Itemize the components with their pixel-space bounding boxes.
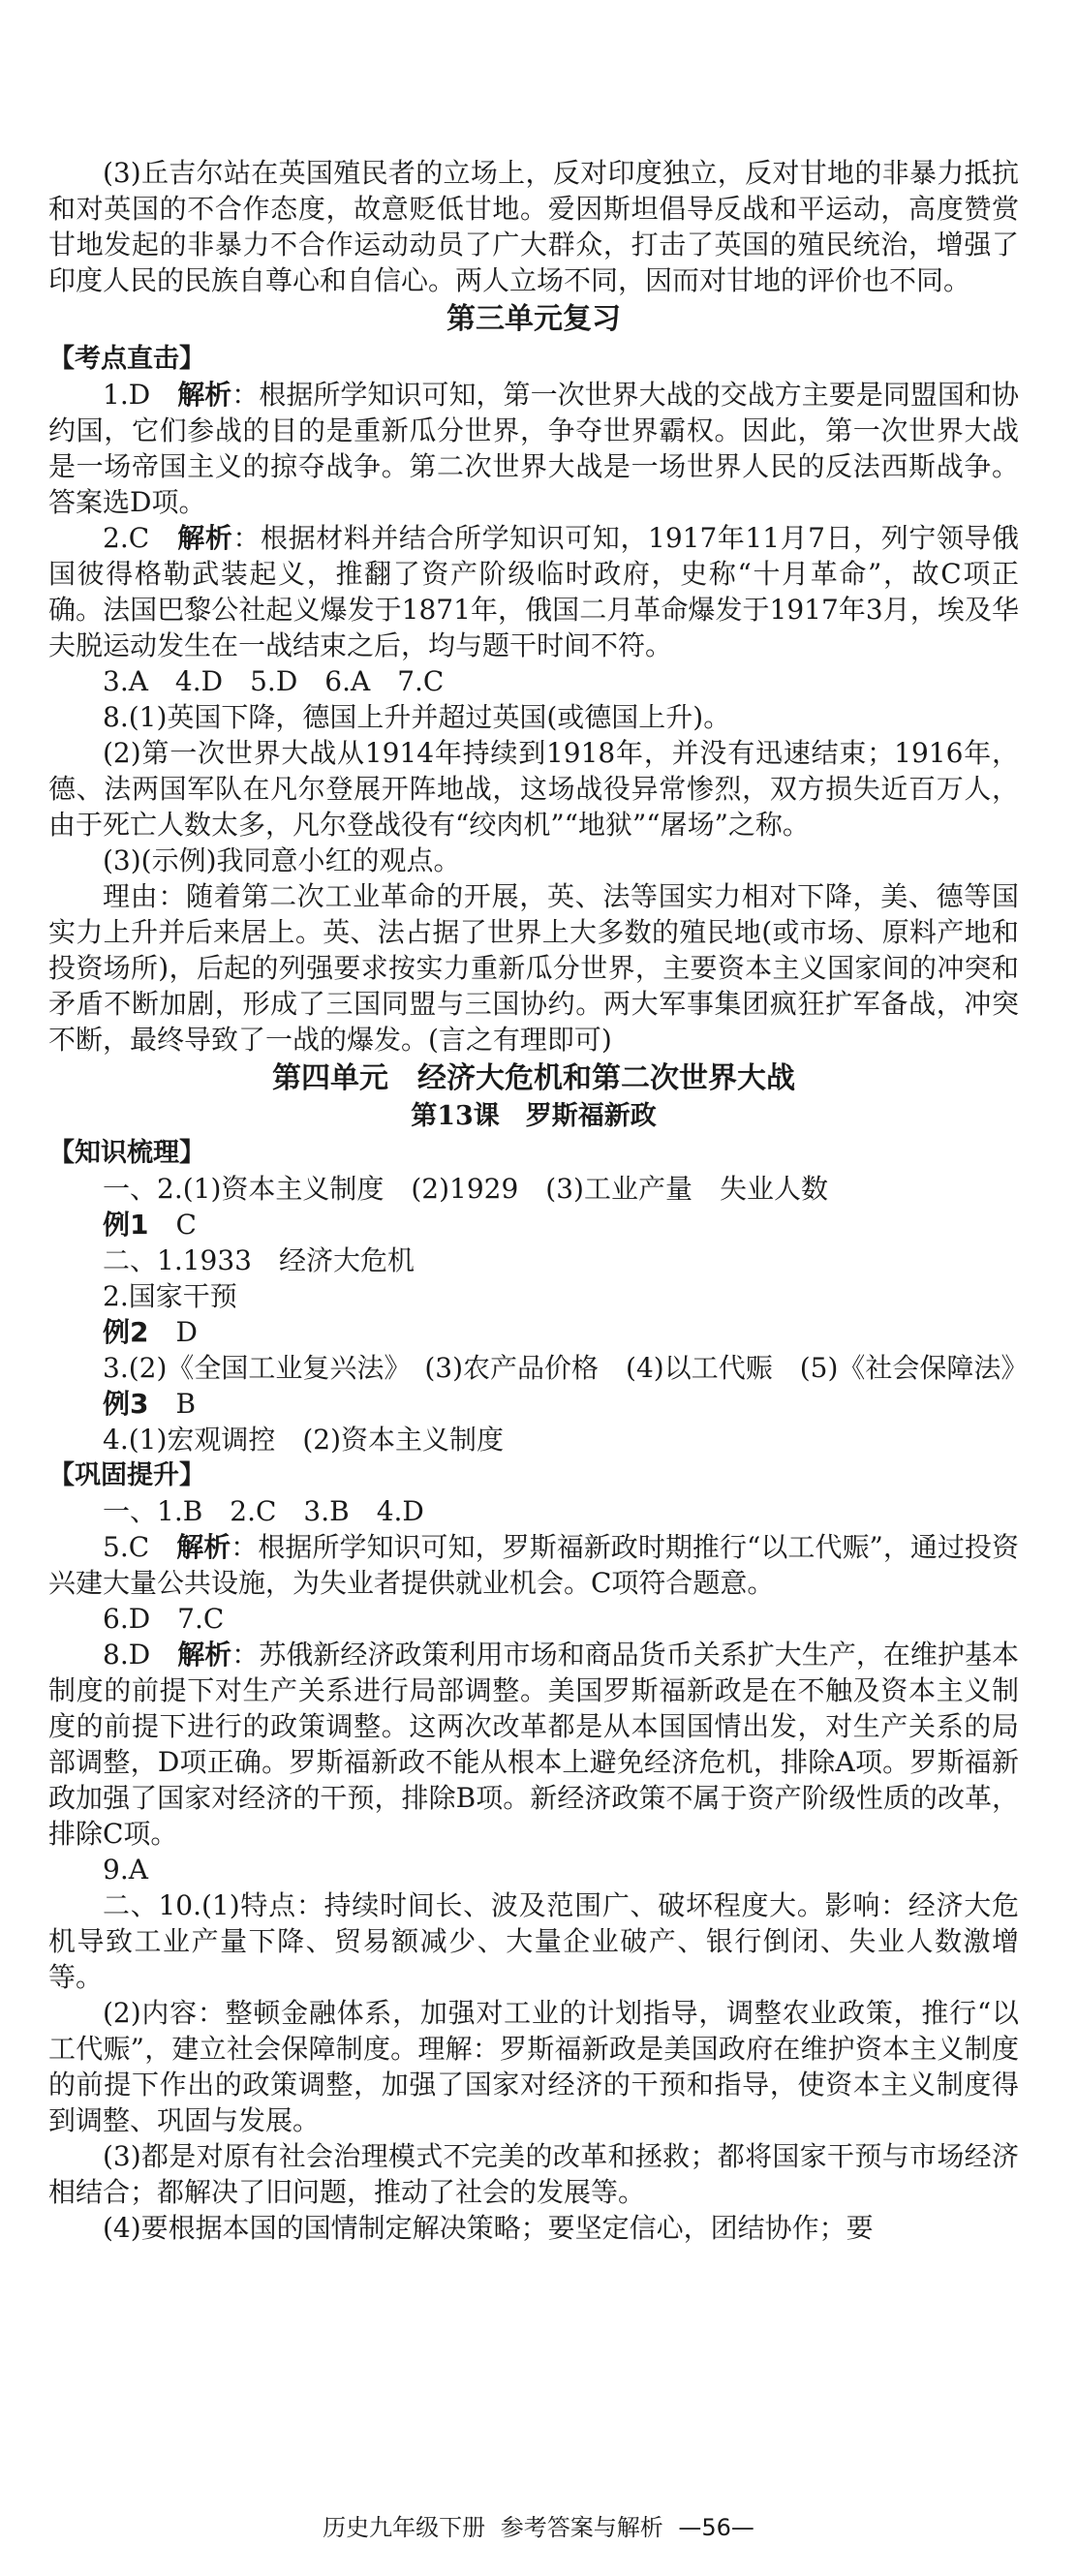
answer-number: 1.D	[103, 379, 151, 411]
analysis-label: 解析	[177, 379, 232, 411]
analysis-label: 解析	[176, 1531, 231, 1563]
answer-item: 理由：随着第二次工业革命的开展，英、法等国实力相对下降，美、德等国实力上升并后来居上。英、法占据了世界上大多数的殖民地(或市场、原料产地和投资场所)，后起的列强要求按实力重新瓜分世界，主要资本主义国家间的冲突和矛盾不断加剧，形成了三国同盟与三国协约。两大军事集团疯狂扩军备战，冲突不断，最终导致了一战的爆发。(言之有理即可)	[48, 880, 1019, 1056]
answer-item: 二、10.(1)特点：持续时间长、波及范围广、破坏程度大。影响：经济大危机导致工业产量下降、贸易额减少、大量企业破产、银行倒闭、失业人数激增等。	[48, 1889, 1019, 1993]
answer-item: (3)(示例)我同意小红的观点。	[103, 844, 461, 876]
answer-item	[48, 1529, 1019, 1601]
page-number: —56—	[678, 2514, 754, 2541]
analysis-text: ：苏俄新经济政策利用市场和商品货币关系扩大生产，在维护基本制度的前提下对生产关系进行局部调整。美国罗斯福新政是在不触及资本主义制度的前提下进行的政策调整。这两次改革都是从本国国情出发，对生产关系的局部调整，D项正确。罗斯福新政不能从根本上避免经济危机，排除A项。罗斯福新政加强了国家对经济的干预，排除B项。新经济政策不属于资产阶级性质的改革，排除C项。	[48, 1639, 1019, 1850]
answer-number: 5.C	[103, 1531, 150, 1563]
answer-item: (4)要根据本国的国情制定解决策略；要坚定信心，团结协作；要	[103, 2212, 874, 2244]
answer-list: 6.D 7.C	[103, 1603, 225, 1635]
section-heading: 【巩固提升】	[48, 1460, 205, 1490]
analysis-label: 解析	[177, 1639, 232, 1671]
answer-item: (2)内容：整顿金融体系，加强对工业的计划指导，调整农业政策，推行“以工代赈”，建立社会保障制度。理解：罗斯福新政是美国政府在维护资本主义制度的前提下作出的政策调整，加强了国家对经济的干预和指导，使资本主义制度得到调整、巩固与发展。	[48, 1997, 1019, 2136]
knowledge-item: 一、2.(1)资本主义制度 (2)1929 (3)工业产量 失业人数	[103, 1173, 828, 1205]
answer-item: (2)第一次世界大战从1914年持续到1918年，并没有迅速结束；1916年，德、法两国军队在凡尔登展开阵地战，这场战役异常惨烈，双方损失近百万人，由于死亡人数太多，凡尔登战役有“绞肉机”“地狱”“屠场”之称。	[48, 737, 1019, 841]
answer-item	[48, 1637, 1019, 1852]
knowledge-item: 二、1.1933 经济大危机	[103, 1244, 415, 1276]
answer-number: 8.D	[103, 1639, 151, 1671]
example-answer: B	[175, 1388, 197, 1420]
page-footer	[0, 2510, 1077, 2546]
example-label: 例1	[103, 1209, 149, 1241]
example-label: 例3	[103, 1388, 149, 1420]
unit-title: 第四单元 经济大危机和第二次世界大战	[272, 1061, 795, 1095]
answer-number: 2.C	[103, 522, 150, 554]
answer-item	[48, 520, 1019, 663]
example-answer: C	[175, 1209, 197, 1241]
example-item	[48, 1314, 1019, 1350]
example-answer: D	[175, 1316, 198, 1348]
paragraph: (3)丘吉尔站在英国殖民者的立场上，反对印度独立，反对甘地的非暴力抵抗和对英国的不合作态度，故意贬低甘地。爱因斯坦倡导反战和平运动，高度赞赏甘地发起的非暴力不合作运动动员了广大群众，打击了英国的殖民统治，增强了印度人民的民族自尊心和自信心。两人立场不同，因而对甘地的评价也不同。	[48, 157, 1019, 296]
answer-item	[48, 377, 1019, 520]
book-title: 历史九年级下册	[323, 2514, 486, 2541]
knowledge-item: 3.(2)《全国工业复兴法》 (3)农产品价格 (4)以工代赈 (5)《社会保障法》	[103, 1352, 1029, 1384]
unit-title: 第三单元复习	[446, 302, 621, 336]
answer-list: 9.A	[103, 1854, 148, 1886]
example-item	[48, 1207, 1019, 1242]
analysis-text: ：根据材料并结合所学知识可知，1917年11月7日，列宁领导俄国彼得格勒武装起义，推翻了资产阶级临时政府，史称“十月革命”，故C项正确。法国巴黎公社起义爆发于1871年，俄国二月革命爆发于1917年3月，埃及华夫脱运动发生在一战结束之后，均与题干时间不符。	[48, 522, 1019, 661]
analysis-label: 解析	[177, 522, 233, 554]
example-label: 例2	[103, 1316, 149, 1348]
answer-list: 3.A 4.D 5.D 6.A 7.C	[103, 665, 445, 697]
analysis-text: ：根据所学知识可知，第一次世界大战的交战方主要是同盟国和协约国，它们参战的目的是重新瓜分世界，争夺世界霸权。因此，第一次世界大战是一场帝国主义的掠夺战争。第二次世界大战是一场世界人民的反法西斯战争。答案选D项。	[48, 379, 1019, 518]
answer-list: 一、1.B 2.C 3.B 4.D	[103, 1495, 424, 1527]
lesson-title: 第13课 罗斯福新政	[411, 1101, 657, 1131]
knowledge-item: 2.国家干预	[103, 1280, 237, 1312]
knowledge-item: 4.(1)宏观调控 (2)资本主义制度	[103, 1424, 505, 1456]
analysis-text: ：根据所学知识可知，罗斯福新政时期推行“以工代赈”，通过投资兴建大量公共设施，为失业者提供就业机会。C项符合题意。	[48, 1531, 1019, 1599]
answer-item: 8.(1)英国下降，德国上升并超过英国(或德国上升)。	[103, 701, 731, 733]
section-name: 参考答案与解析	[500, 2514, 663, 2541]
answer-item: (3)都是对原有社会治理模式不完美的改革和拯救；都将国家干预与市场经济相结合；都解决了旧问题，推动了社会的发展等。	[48, 2140, 1019, 2208]
section-heading: 【知识梳理】	[48, 1138, 205, 1168]
section-heading: 【考点直击】	[48, 344, 205, 374]
example-item	[48, 1386, 1019, 1422]
